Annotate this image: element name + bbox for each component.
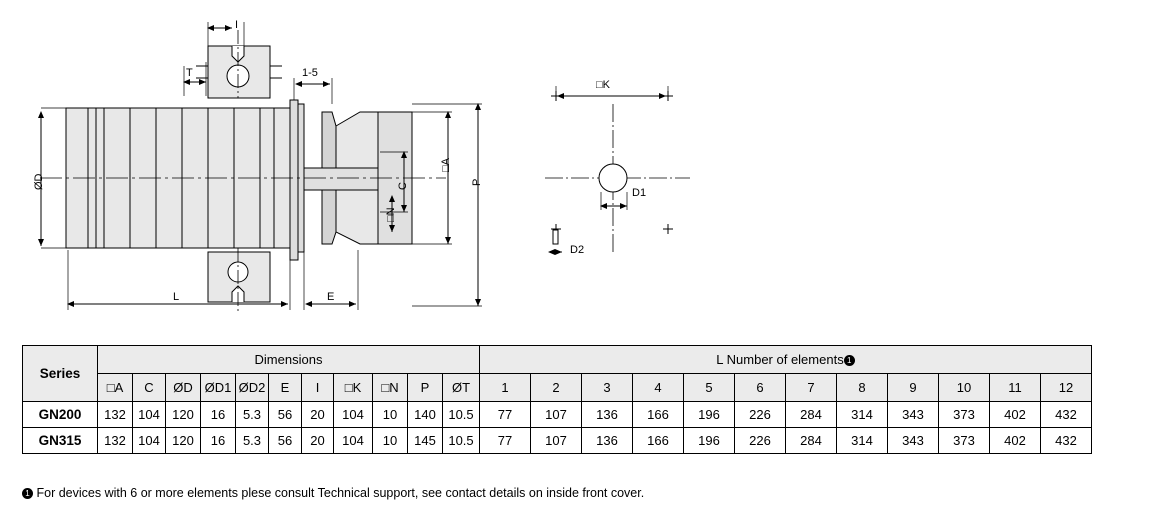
label-L: L	[173, 291, 180, 303]
footnote-marker-icon: 1	[844, 355, 855, 366]
cell-T: 10.5	[443, 428, 480, 454]
cell-el-9: 343	[888, 428, 939, 454]
cell-el-1: 77	[480, 402, 531, 428]
header-elements-label: L Number of elements	[716, 352, 844, 367]
col-N: □N	[373, 374, 408, 402]
cell-A: 132	[98, 402, 133, 428]
cell-D: 120	[166, 428, 201, 454]
cell-N: 10	[373, 428, 408, 454]
col-T: ØT	[443, 374, 480, 402]
cell-I: 20	[302, 428, 334, 454]
col-E: E	[269, 374, 302, 402]
col-A: □A	[98, 374, 133, 402]
cell-el-10: 373	[939, 428, 990, 454]
label-D2: D2	[570, 244, 585, 256]
header-elements	[480, 346, 1092, 374]
header-series: Series	[23, 346, 98, 402]
cell-D1: 16	[201, 428, 236, 454]
col-K: □K	[334, 374, 373, 402]
cell-el-7: 284	[786, 428, 837, 454]
cell-el-8: 314	[837, 428, 888, 454]
label-T: T	[186, 67, 193, 79]
label-P: P	[471, 178, 483, 186]
label-E: E	[327, 291, 335, 303]
col-el-6: 6	[735, 374, 786, 402]
col-el-3: 3	[582, 374, 633, 402]
cell-el-11: 402	[990, 428, 1041, 454]
cell-C: 104	[133, 402, 166, 428]
cell-el-9: 343	[888, 402, 939, 428]
col-D2: ØD2	[236, 374, 269, 402]
cell-P: 145	[408, 428, 443, 454]
table-row	[23, 428, 1092, 454]
cell-el-12: 432	[1041, 402, 1092, 428]
cell-K: 104	[334, 402, 373, 428]
label-K: □K	[596, 79, 610, 91]
cell-D: 120	[166, 402, 201, 428]
cell-el-6: 226	[735, 428, 786, 454]
col-I: I	[302, 374, 334, 402]
footnote-text: For devices with 6 or more elements plese consult Technical support, see contact details on inside front cover.	[36, 486, 645, 500]
col-el-11: 11	[990, 374, 1041, 402]
cell-I: 20	[302, 402, 334, 428]
cell-el-4: 166	[633, 402, 684, 428]
cell-el-2: 107	[531, 428, 582, 454]
footnote	[22, 486, 644, 500]
table-row	[23, 402, 1092, 428]
label-1-5: 1-5	[302, 67, 318, 79]
dimensions-table	[22, 345, 1092, 454]
cell-el-10: 373	[939, 402, 990, 428]
col-el-7: 7	[786, 374, 837, 402]
cell-el-3: 136	[582, 402, 633, 428]
table-header-row-2	[23, 374, 1092, 402]
label-I: I	[235, 19, 239, 31]
cell-el-7: 284	[786, 402, 837, 428]
header-dimensions: Dimensions	[98, 346, 480, 374]
label-dia-D: ØD	[33, 173, 45, 190]
cell-el-12: 432	[1041, 428, 1092, 454]
cell-D2: 5.3	[236, 402, 269, 428]
cell-el-8: 314	[837, 402, 888, 428]
col-D: ØD	[166, 374, 201, 402]
cell-E: 56	[269, 428, 302, 454]
cell-E: 56	[269, 402, 302, 428]
cell-el-2: 107	[531, 402, 582, 428]
cell-K: 104	[334, 428, 373, 454]
label-C: C	[397, 182, 409, 190]
cell-T: 10.5	[443, 402, 480, 428]
cell-el-5: 196	[684, 402, 735, 428]
col-P: P	[408, 374, 443, 402]
cell-A: 132	[98, 428, 133, 454]
cell-el-5: 196	[684, 428, 735, 454]
cell-el-6: 226	[735, 402, 786, 428]
cell-el-3: 136	[582, 428, 633, 454]
col-el-4: 4	[633, 374, 684, 402]
dimensions-table-wrapper	[22, 345, 1132, 454]
table-header-row-1	[23, 346, 1092, 374]
cell-C: 104	[133, 428, 166, 454]
col-D1: ØD1	[201, 374, 236, 402]
cell-P: 140	[408, 402, 443, 428]
col-el-9: 9	[888, 374, 939, 402]
row-series: GN200	[23, 402, 98, 428]
col-el-10: 10	[939, 374, 990, 402]
cell-D2: 5.3	[236, 428, 269, 454]
col-el-1: 1	[480, 374, 531, 402]
label-A: □A	[440, 158, 452, 172]
col-C: C	[133, 374, 166, 402]
cell-D1: 16	[201, 402, 236, 428]
row-series: GN315	[23, 428, 98, 454]
cell-el-11: 402	[990, 402, 1041, 428]
col-el-2: 2	[531, 374, 582, 402]
label-D1: D1	[632, 187, 647, 199]
col-el-8: 8	[837, 374, 888, 402]
cell-N: 10	[373, 402, 408, 428]
col-el-12: 12	[1041, 374, 1092, 402]
footnote-marker-icon: 1	[22, 488, 33, 499]
col-el-5: 5	[684, 374, 735, 402]
cell-el-1: 77	[480, 428, 531, 454]
label-N: □N	[385, 207, 397, 222]
cell-el-4: 166	[633, 428, 684, 454]
